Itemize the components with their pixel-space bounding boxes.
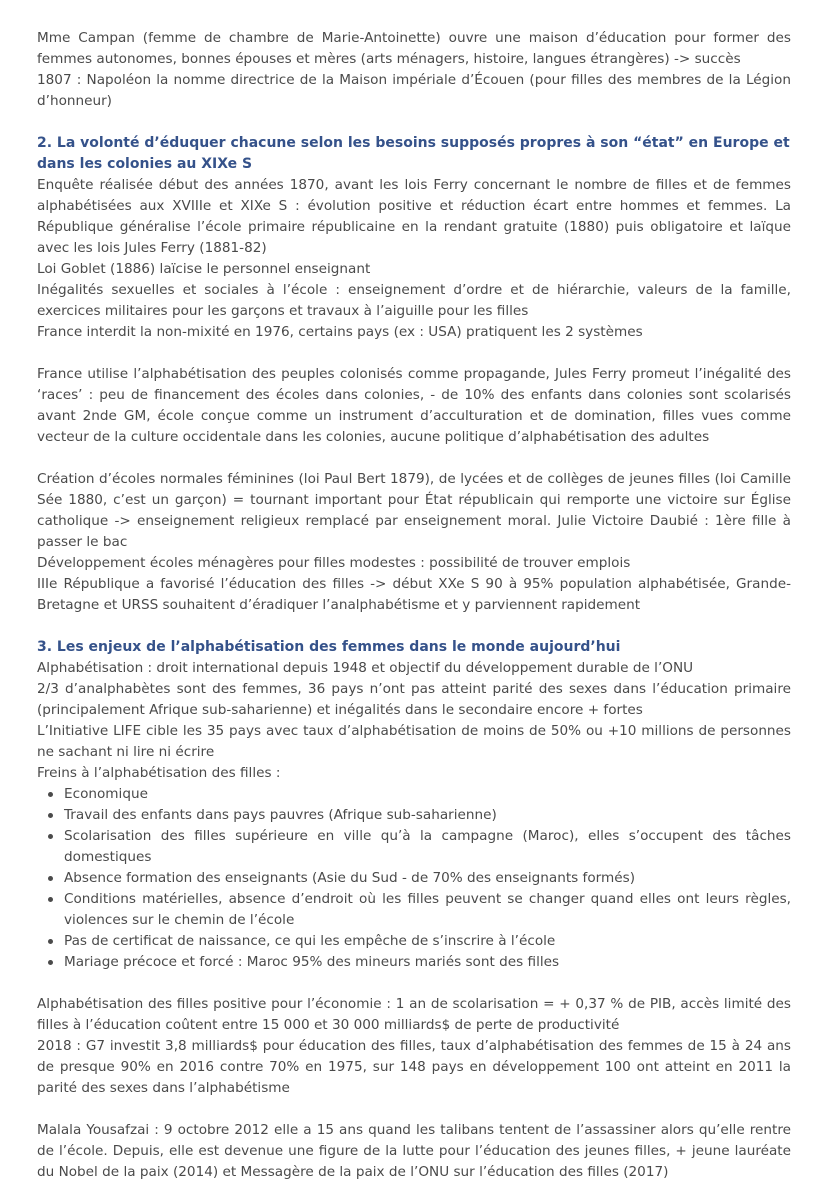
spacer [37,343,791,364]
intro-paragraph-campan: Mme Campan (femme de chambre de Marie-Antoinette) ouvre une maison d’éducation pour former des femmes autonomes, bonnes épouses et mères (arts ménagers, histoire, langues étrangères) -> succès [37,30,791,67]
section-2-paragraph-ecoles-normales: Création d’écoles normales féminines (loi Paul Bert 1879), de lycées et de collèges de jeunes filles (loi Camille Sée 1880, c’est un garçon) = tournant important pour État républicain qui remporte une victoire sur Église catholique -> enseignement religieux remplacé par enseignement moral. Julie Victoire Daubié : 1ère fille à passer le bac [37,471,791,550]
list-item: Pas de certificat de naissance, ce qui les empêche de s’inscrire à l’école [64,931,791,952]
spacer [37,1099,791,1120]
section-2-line-goblet: Loi Goblet (1886) laïcise le personnel enseignant [37,261,371,277]
spacer [37,973,791,994]
section-2-heading: 2. La volonté d’éduquer chacune selon les besoins supposés propres à son “état” en Europe et dans les colonies au XIXe S [37,135,790,172]
section-3-heading: 3. Les enjeux de l’alphabétisation des femmes dans le monde aujourd’hui [37,639,621,655]
section-2-paragraph-colonies: France utilise l’alphabétisation des peuples colonisés comme propagande, Jules Ferry promeut l’inégalité des ‘races’ : peu de financement des écoles dans colonies, - de 10% des enfants dans colonies sont scolarisés avant 2nde GM, école conçue comme un instrument d’acculturation et de domination, filles vues comme vecteur de la culture occidentale dans les colonies, aucune politique d’alphabétisation des adultes [37,366,791,445]
section-3-paragraph-malala: Malala Yousafzai : 9 octobre 2012 elle a 15 ans quand les talibans tentent de l’assassiner alors qu’elle rentre de l’école. Depuis, elle est devenue une figure de la lutte pour l’éducation des jeunes filles, + jeune lauréate du Nobel de la paix (2014) et Messagère de la paix de l’ONU sur l’éducation des filles (2017) [37,1122,791,1180]
section-2-paragraph-inegalites: Inégalités sexuelles et sociales à l’école : enseignement d’ordre et de hiérarchie, valeurs de la famille, exercices militaires pour les garçons et travaux à l’aiguille pour les filles [37,282,791,319]
section-2-paragraph-iiie-republique: IIIe République a favorisé l’éducation des filles -> début XXe S 90 à 95% population alphabétisée, Grande-Bretagne et URSS souhaitent d’éradiquer l’analphabétisme et y parviennent rapidement [37,576,791,613]
section-3-freins-intro: Freins à l’alphabétisation des filles : [37,765,281,781]
section-2-line-non-mixite: France interdit la non-mixité en 1976, certains pays (ex : USA) pratiquent les 2 systèmes [37,324,643,340]
list-item: Travail des enfants dans pays pauvres (Afrique sub-saharienne) [64,805,791,826]
section-3-paragraph-economie: Alphabétisation des filles positive pour l’économie : 1 an de scolarisation = + 0,37 % de PIB, accès limité des filles à l’éducation coûtent entre 15 000 et 30 000 milliards$ de perte de productivité [37,996,791,1033]
section-3-paragraph-g7: 2018 : G7 investit 3,8 milliards$ pour éducation des filles, taux d’alphabétisation des femmes de 15 à 24 ans de presque 90% en 2016 contre 70% en 1975, sur 148 pays en développement 100 ont atteint en 2011 la parité des sexes dans l’alphabétisme [37,1038,791,1096]
list-item: Absence formation des enseignants (Asie du Sud - de 70% des enseignants formés) [64,868,791,889]
list-item: Mariage précoce et forcé : Maroc 95% des mineurs mariés sont des filles [64,952,791,973]
section-3-paragraph-analphabetes: 2/3 d’analphabètes sont des femmes, 36 pays n’ont pas atteint parité des sexes dans l’éducation primaire (principalement Afrique sub-saharienne) et inégalités dans le secondaire encore + fortes [37,681,791,718]
section-3-paragraph-life: L’Initiative LIFE cible les 35 pays avec taux d’alphabétisation de moins de 50% ou +10 millions de personnes ne sachant ni lire ni écrire [37,723,791,760]
section-2-line-ecoles-menageres: Développement écoles ménagères pour filles modestes : possibilité de trouver emplois [37,555,631,571]
spacer [37,448,791,469]
freins-list [37,784,791,973]
spacer [37,112,791,133]
list-item: Scolarisation des filles supérieure en ville qu’à la campagne (Maroc), elles s’occupent des tâches domestiques [64,826,791,868]
list-item: Conditions matérielles, absence d’endroit où les filles peuvent se changer quand elles ont leurs règles, violences sur le chemin de l’école [64,889,791,931]
intro-paragraph-napoleon: 1807 : Napoléon la nomme directrice de la Maison impériale d’Écouen (pour filles des membres de la Légion d’honneur) [37,72,791,109]
list-item: Economique [64,784,791,805]
section-2-paragraph-enquete: Enquête réalisée début des années 1870, avant les lois Ferry concernant le nombre de filles et de femmes alphabétisées aux XVIIIe et XIXe S : évolution positive et réduction écart entre hommes et femmes. La République généralise l’école primaire républicaine en la rendant gratuite (1880) puis obligatoire et laïque avec les lois Jules Ferry (1881-82) [37,177,791,256]
section-3-line-droit-international: Alphabétisation : droit international depuis 1948 et objectif du développement durable de l’ONU [37,660,694,676]
spacer [37,616,791,637]
